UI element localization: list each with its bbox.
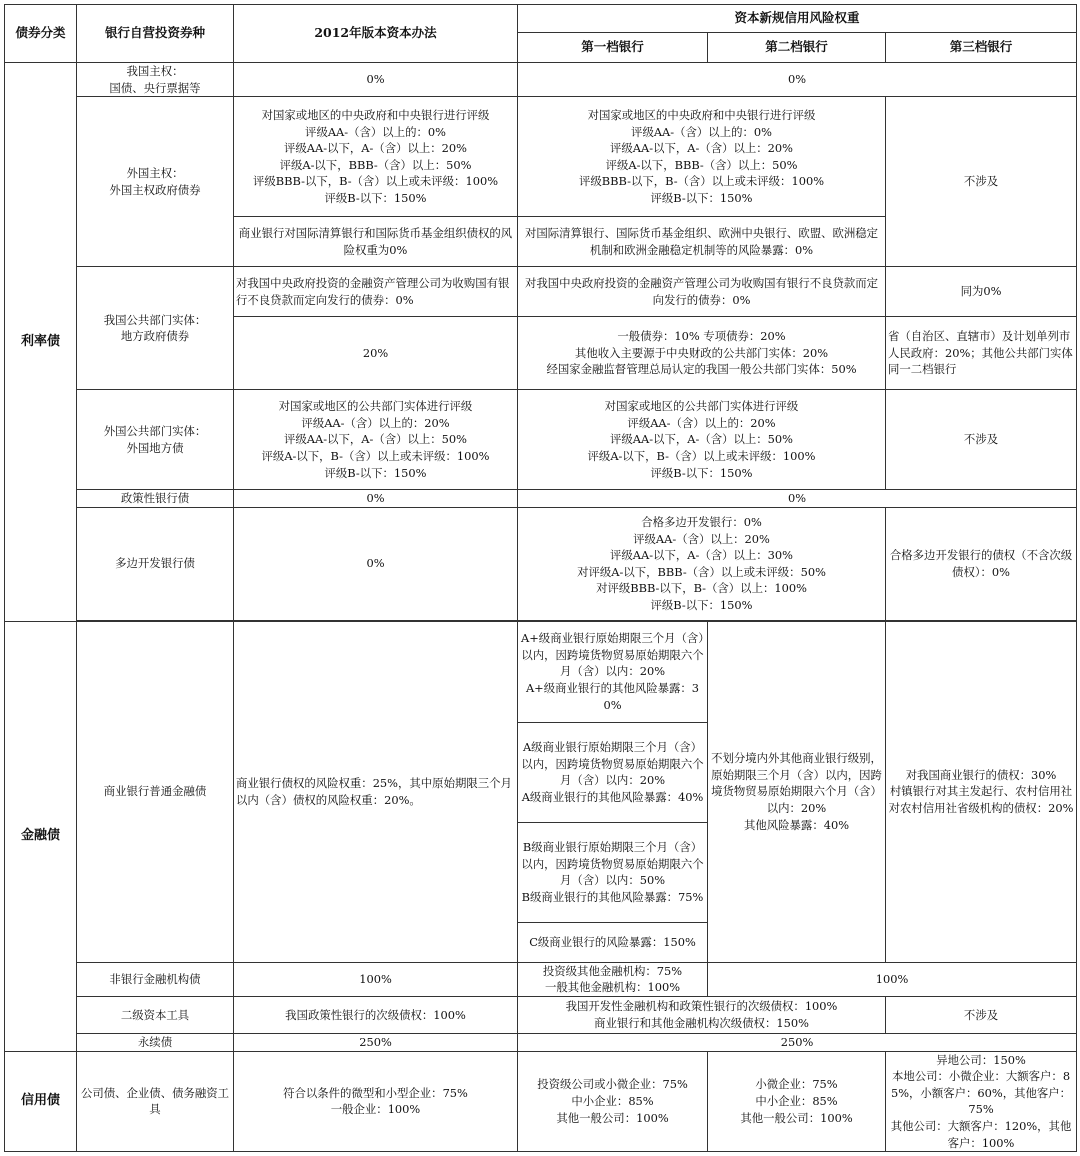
foreign-public-2012: 对国家或地区的公共部门实体进行评级 评级AA-（含）以上的：20% 评级AA-以下，A-（含）以上：50% 评级A-以下，B-（含）以上或未评级：100% 评级B-以下：150% xyxy=(234,390,518,490)
corporate-bond-tier3: 异地公司：150% 本地公司：小微企业：大额客户：85%，小额客户：60%，其他客户：75% 其他公司：大额客户：120%，其他客户：100% xyxy=(886,1051,1077,1152)
nonbank-tier23: 100% xyxy=(708,962,1077,996)
foreign-sovereign-tier3: 不涉及 xyxy=(886,97,1077,267)
foreign-sovereign-2012: 对国家或地区的中央政府和中央银行进行评级 评级AA-（含）以上的：0% 评级AA-以下，A-（含）以上：20% 评级A-以下，BBB-（含）以上：50% 评级BBB-以下，B-（含）以上或未评级：100% 评级B-以下：150% xyxy=(234,97,518,217)
corporate-bond-tier2: 小微企业：75% 中小企业：85% 其他一般公司：100% xyxy=(708,1051,886,1152)
header-new-rule: 资本新规信用风险权重 xyxy=(518,5,1077,33)
amc-bond-new: 对我国中央政府投资的金融资产管理公司为收购国有银行不良贷款而定向发行的债券：0% xyxy=(518,267,886,317)
corporate-bond-tier1: 投资级公司或小微企业：75% 中小企业：85% 其他一般公司：100% xyxy=(518,1051,708,1152)
bank-bond-tier1-aplus: A+级商业银行原始期限三个月（含）以内，因跨境货物贸易原始期限六个月（含）以内：20% A+级商业银行的其他风险暴露：30% xyxy=(518,621,708,722)
amc-bond-tier3: 同为0% xyxy=(886,267,1077,317)
bank-bond-tier2: 不划分境内外其他商业银行级别，原始期限三个月（含）以内，因跨境货物贸易原始期限六个月（含）以内：20% 其他风险暴露：40% xyxy=(708,621,886,962)
policy-bank-new: 0% xyxy=(518,490,1077,508)
bank-bond-tier1-a: A级商业银行原始期限三个月（含）以内，因跨境货物贸易原始期限六个月（含）以内：20% A级商业银行的其他风险暴露：40% xyxy=(518,722,708,822)
mdb-tier3: 合格多边开发银行的债权（不含次级债权）：0% xyxy=(886,507,1077,620)
foreign-sovereign-name: 外国主权： 外国主权政府债券 xyxy=(77,97,234,267)
policy-bank-2012: 0% xyxy=(234,490,518,508)
public-sector-name: 我国公共部门实体： 地方政府债券 xyxy=(77,267,234,390)
foreign-public-name: 外国公共部门实体： 外国地方债 xyxy=(77,390,234,490)
header-tier2: 第二档银行 xyxy=(708,33,886,63)
header-category: 债券分类 xyxy=(5,5,77,63)
policy-bank-name: 政策性银行债 xyxy=(77,490,234,508)
foreign-public-tier3: 不涉及 xyxy=(886,390,1077,490)
bank-bond-tier1-c: C级商业银行的风险暴露：150% xyxy=(518,922,708,962)
perpetual-2012: 250% xyxy=(234,1033,518,1051)
category-credit-bonds: 信用债 xyxy=(5,1051,77,1152)
tier2-capital-tier3: 不涉及 xyxy=(886,996,1077,1033)
category-financial-bonds: 金融债 xyxy=(5,621,77,1051)
tier2-capital-name: 二级资本工具 xyxy=(77,996,234,1033)
local-gov-tier3: 省（自治区、直辖市）及计划单列市人民政府：20%；其他公共部门实体同一二档银行 xyxy=(886,317,1077,390)
header-2012: 2012年版本资本办法 xyxy=(234,5,518,63)
nonbank-2012: 100% xyxy=(234,962,518,996)
bank-bond-name: 商业银行普通金融债 xyxy=(77,621,234,962)
foreign-public-new: 对国家或地区的公共部门实体进行评级 评级AA-（含）以上的：20% 评级AA-以下，A-（含）以上：50% 评级A-以下，B-（含）以上或未评级：100% 评级B-以下：150% xyxy=(518,390,886,490)
header-tier1: 第一档银行 xyxy=(518,33,708,63)
foreign-sovereign-new: 对国家或地区的中央政府和中央银行进行评级 评级AA-（含）以上的：0% 评级AA-以下，A-（含）以上：20% 评级A-以下，BBB-（含）以上：50% 评级BBB-以下，B-（含）以上或未评级：100% 评级B-以下：150% xyxy=(518,97,886,217)
nonbank-name: 非银行金融机构债 xyxy=(77,962,234,996)
intl-org-2012: 商业银行对国际清算银行和国际货币基金组织债权的风险权重为0% xyxy=(234,217,518,267)
category-rate-bonds: 利率债 xyxy=(5,63,77,622)
corporate-bond-name: 公司债、企业债、债务融资工具 xyxy=(77,1051,234,1152)
local-gov-new: 一般债券：10% 专项债券：20% 其他收入主要源于中央财政的公共部门实体：20% 经国家金融监督管理总局认定的我国一般公共部门实体：50% xyxy=(518,317,886,390)
corporate-bond-2012: 符合以条件的微型和小型企业：75% 一般企业：100% xyxy=(234,1051,518,1152)
bank-bond-2012: 商业银行债权的风险权重：25%，其中原始期限三个月以内（含）债权的风险权重：20%。 xyxy=(234,621,518,962)
tier2-capital-new: 我国开发性金融机构和政策性银行的次级债权：100% 商业银行和其他金融机构次级债权：150% xyxy=(518,996,886,1033)
header-tier3: 第三档银行 xyxy=(886,33,1077,63)
risk-weight-table xyxy=(4,4,1077,1152)
bank-bond-tier1-b: B级商业银行原始期限三个月（含）以内，因跨境货物贸易原始期限六个月（含）以内：50% B级商业银行的其他风险暴露：75% xyxy=(518,822,708,922)
bank-bond-tier3: 对我国商业银行的债权：30% 村镇银行对其主发起行、农村信用社对农村信用社省级机构的债权：20% xyxy=(886,621,1077,962)
header-variety: 银行自营投资券种 xyxy=(77,5,234,63)
sovereign-new: 0% xyxy=(518,63,1077,97)
amc-bond-2012: 对我国中央政府投资的金融资产管理公司为收购国有银行不良贷款而定向发行的债券：0% xyxy=(234,267,518,317)
perpetual-new: 250% xyxy=(518,1033,1077,1051)
sovereign-2012: 0% xyxy=(234,63,518,97)
nonbank-tier1: 投资级其他金融机构：75% 一般其他金融机构：100% xyxy=(518,962,708,996)
mdb-new: 合格多边开发银行：0% 评级AA-（含）以上：20% 评级AA-以下，A-（含）以上：30% 对评级A-以下，BBB-（含）以上或未评级：50% 对评级BBB-以下，B-（含）以上：100% 评级B-以下：150% xyxy=(518,507,886,620)
sovereign-name: 我国主权： 国债、央行票据等 xyxy=(77,63,234,97)
local-gov-2012: 20% xyxy=(234,317,518,390)
intl-org-new: 对国际清算银行、国际货币基金组织、欧洲中央银行、欧盟、欧洲稳定机制和欧洲金融稳定机制等的风险暴露：0% xyxy=(518,217,886,267)
mdb-2012: 0% xyxy=(234,507,518,620)
mdb-name: 多边开发银行债 xyxy=(77,507,234,620)
tier2-capital-2012: 我国政策性银行的次级债权：100% xyxy=(234,996,518,1033)
perpetual-name: 永续债 xyxy=(77,1033,234,1051)
